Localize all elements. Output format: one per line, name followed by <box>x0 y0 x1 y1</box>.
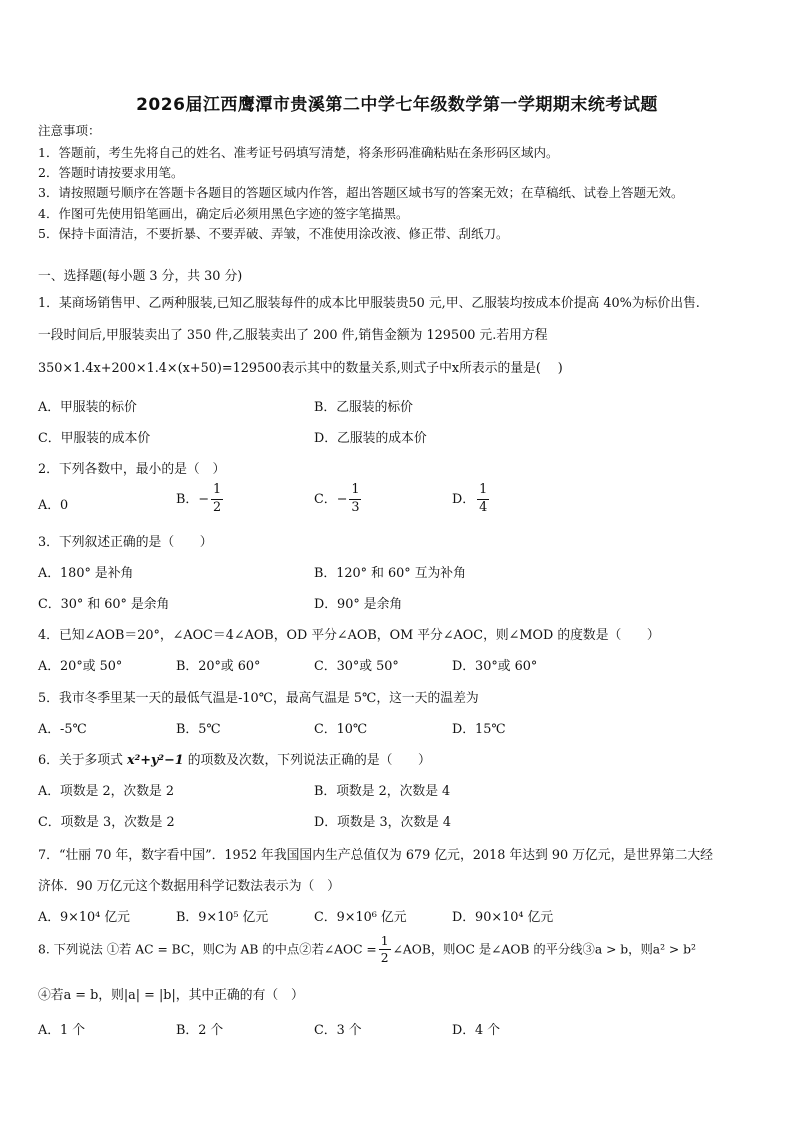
numerator: 1 <box>477 484 489 500</box>
option-b-label: B．− <box>176 491 209 507</box>
question-8-line2: ④若a = b，则|a| = |b|，其中正确的有（ ） <box>38 988 304 1003</box>
option-c: C．30°或 50° <box>314 659 399 674</box>
option-b <box>176 484 225 515</box>
question-6-stem-end: 的项数及次数，下列说法正确的是（ ） <box>183 753 431 768</box>
numerator: 1 <box>211 484 223 500</box>
note-item: 3．请按照题号顺序在答题卡各题目的答题区域内作答，超出答题区域书写的答案无效；在草稿纸、试卷上答题无效。 <box>38 185 684 200</box>
question-7-line1: 7．“壮丽 70 年，数字看中国”．1952 年我国国内生产总值仅为 679 亿元，2018 年达到 90 万亿元，是世界第二大经 <box>38 848 713 863</box>
option-a: A．甲服装的标价 <box>38 400 137 415</box>
question-1-line2: 一段时间后,甲服装卖出了 350 件,乙服装卖出了 200 件,销售金额为 129500 元.若用方程 <box>38 328 548 343</box>
option-a: A．0 <box>38 498 69 513</box>
note-item: 4．作图可先使用铅笔画出，确定后必须用黑色字迹的签字笔描黑。 <box>38 206 409 221</box>
option-b: B．120° 和 60° 互为补角 <box>314 566 466 581</box>
option-d: D．4 个 <box>452 1023 501 1038</box>
denominator: 2 <box>380 951 389 966</box>
fraction <box>477 484 489 515</box>
question-8-stem-start: 8. 下列说法 ①若 AC = BC，则C为 AB 的中点②若∠AOC = <box>38 942 377 957</box>
option-a: A．项数是 2，次数是 2 <box>38 784 175 799</box>
note-item: 5．保持卡面清洁，不要折暴、不要弄破、弄皱，不准使用涂改液、修正带、刮纸刀。 <box>38 226 509 241</box>
option-c: C．甲服装的成本价 <box>38 431 151 446</box>
option-c: C．30° 和 60° 是余角 <box>38 597 170 612</box>
option-b: B．项数是 2，次数是 4 <box>314 784 451 799</box>
option-d: D．90×10⁴ 亿元 <box>452 910 554 925</box>
option-b: B．20°或 60° <box>176 659 261 674</box>
question-6-stem-start: 6．关于多项式 <box>38 753 127 768</box>
note-item: 2．答题时请按要求用笔。 <box>38 165 184 180</box>
option-c <box>314 484 363 515</box>
option-a: A．9×10⁴ 亿元 <box>38 910 130 925</box>
option-c: C．10℃ <box>314 722 368 737</box>
option-c: C．3 个 <box>314 1023 362 1038</box>
option-d: D．90° 是余角 <box>314 597 403 612</box>
question-8-stem-end: ∠AOB，则OC 是∠AOB 的平分线③a > b，则a² > b² <box>392 942 696 957</box>
option-d: D．项数是 3，次数是 4 <box>314 815 452 830</box>
option-b: B．5℃ <box>176 722 221 737</box>
question-7-line2: 济体．90 万亿元这个数据用科学记数法表示为（ ） <box>38 879 340 894</box>
question-1-line3 <box>38 357 563 376</box>
fraction <box>379 935 391 965</box>
denominator: 3 <box>351 499 360 515</box>
question-6-stem <box>38 749 431 768</box>
option-d <box>452 484 491 515</box>
polynomial: x²+y²−1 <box>127 753 184 768</box>
question-1-line1: 1．某商场销售甲、乙两种服装,已知乙服装每件的成本比甲服装贵50 元,甲、乙服装均按成本价提高 40%为标价出售. <box>38 296 700 311</box>
fraction <box>211 484 223 515</box>
question-2-stem: 2．下列各数中，最小的是（ ） <box>38 462 226 477</box>
fraction <box>349 484 361 515</box>
option-a: A．1 个 <box>38 1023 86 1038</box>
option-d: D．30°或 60° <box>452 659 538 674</box>
option-c: C．9×10⁶ 亿元 <box>314 910 407 925</box>
page-title: 2026届江西鹰潭市贵溪第二中学七年级数学第一学期期末统考试题 <box>136 95 658 115</box>
option-d-label: D． <box>452 491 476 507</box>
denominator: 4 <box>479 499 488 515</box>
question-5-stem: 5．我市冬季里某一天的最低气温是-10℃，最高气温是 5℃，这一天的温差为 <box>38 691 479 706</box>
section-heading: 一、选择题(每小题 3 分，共 30 分) <box>38 269 243 284</box>
option-a: A．20°或 50° <box>38 659 123 674</box>
numerator: 1 <box>379 935 391 950</box>
option-a: A．180° 是补角 <box>38 566 134 581</box>
notes-heading: 注意事项： <box>38 123 101 138</box>
note-item: 1．答题前，考生先将自己的姓名、准考证号码填写清楚，将条形码准确粘贴在条形码区域内。 <box>38 145 559 160</box>
option-b: B．乙服装的标价 <box>314 400 413 415</box>
denominator: 2 <box>212 499 222 515</box>
question-4-stem: 4．已知∠AOB＝20°，∠AOC＝4∠AOB，OD 平分∠AOB，OM 平分∠AOC，则∠MOD 的度数是（ ） <box>38 628 660 643</box>
option-d: D．15℃ <box>452 722 506 737</box>
question-1-equation: 350×1.4x+200×1.4×(x+50)=129500 <box>38 361 282 376</box>
question-1-stem-end: 表示其中的数量关系,则式子中x所表示的量是( ) <box>281 361 563 376</box>
option-c: C．项数是 3，次数是 2 <box>38 815 175 830</box>
option-c-label: C．− <box>314 491 348 507</box>
numerator: 1 <box>349 484 361 500</box>
option-b: B．2 个 <box>176 1023 224 1038</box>
option-d: D．乙服装的成本价 <box>314 431 427 446</box>
option-b: B．9×10⁵ 亿元 <box>176 910 269 925</box>
question-8-line1 <box>38 935 696 965</box>
option-a: A．-5℃ <box>38 722 87 737</box>
question-3-stem: 3．下列叙述正确的是（ ） <box>38 535 213 550</box>
